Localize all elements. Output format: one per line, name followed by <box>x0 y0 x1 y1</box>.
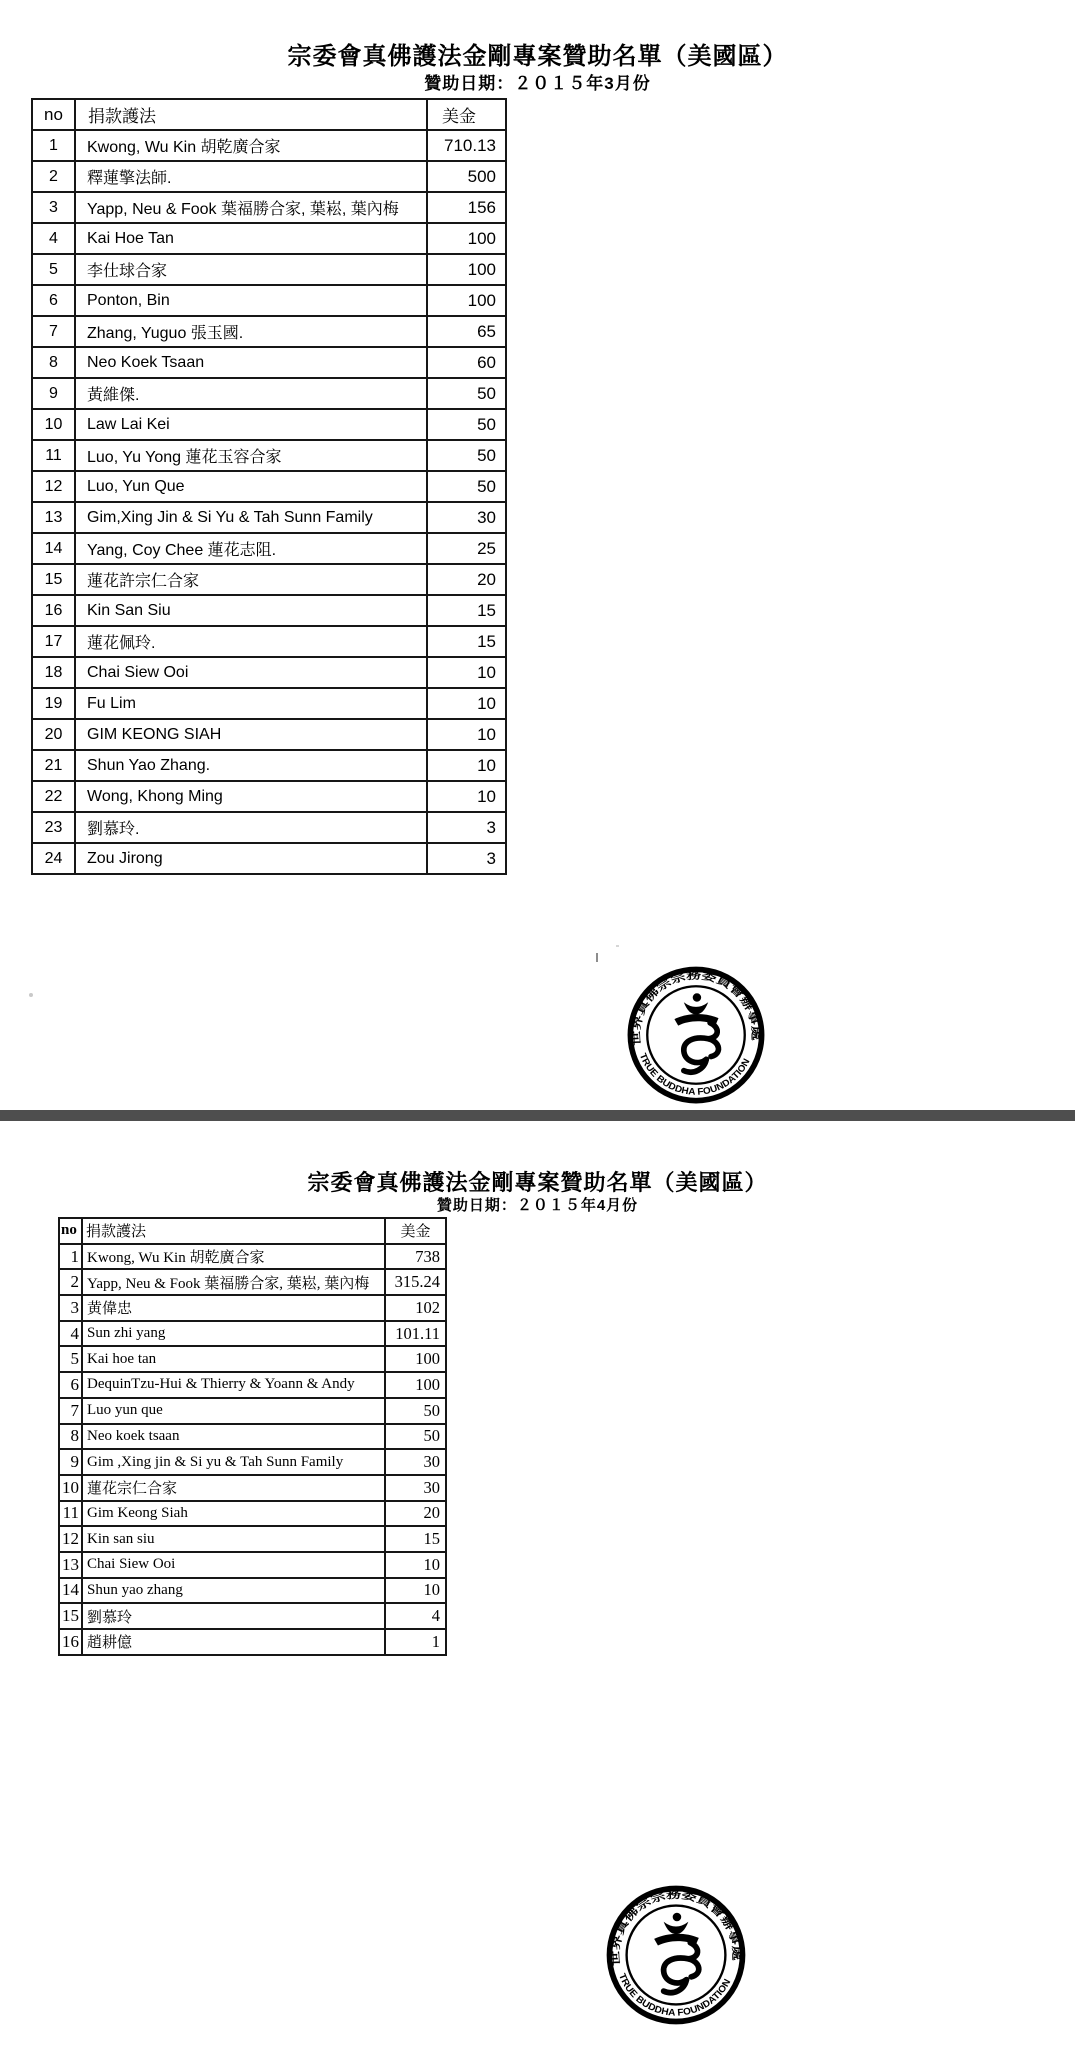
cell-amt: 50 <box>427 440 506 471</box>
cell-no: 11 <box>59 1501 82 1527</box>
table-row <box>32 750 506 781</box>
cell-name: Gim Keong Siah <box>82 1501 385 1527</box>
table-row <box>32 223 506 254</box>
cell-no: 13 <box>32 502 75 533</box>
cell-no: 8 <box>59 1424 82 1450</box>
seed-syllable-icon <box>654 1913 699 1993</box>
cell-amt: 60 <box>427 347 506 378</box>
cell-name: Gim,Xing Jin & Si Yu & Tah Sunn Family <box>75 502 427 533</box>
cell-amt: 10 <box>427 719 506 750</box>
cell-no: 12 <box>59 1526 82 1552</box>
table-row <box>32 440 506 471</box>
table-row <box>59 1526 446 1552</box>
cell-name: Shun yao zhang <box>82 1578 385 1604</box>
cell-no: 24 <box>32 843 75 874</box>
cell-no: 9 <box>59 1449 82 1475</box>
cell-no: 18 <box>32 657 75 688</box>
table-row <box>59 1295 446 1321</box>
cell-no: 22 <box>32 781 75 812</box>
seal-top-text: 世界真佛宗宗務委員會辦事處 <box>630 969 762 1046</box>
table-row <box>32 533 506 564</box>
table-row <box>59 1372 446 1398</box>
cell-name: 釋蓮擎法師. <box>75 161 427 192</box>
table-row <box>59 1603 446 1629</box>
cell-amt: 100 <box>385 1346 446 1372</box>
table-row <box>32 781 506 812</box>
table-row <box>32 347 506 378</box>
cell-no: 16 <box>32 595 75 626</box>
table-row <box>59 1552 446 1578</box>
cell-amt: 100 <box>385 1372 446 1398</box>
cell-name: Gim ,Xing jin & Si yu & Tah Sunn Family <box>82 1449 385 1475</box>
cell-no: 2 <box>59 1269 82 1295</box>
header-amount: 美金 <box>385 1218 446 1244</box>
cell-amt: 10 <box>385 1552 446 1578</box>
table-row <box>32 502 506 533</box>
header-donor: 捐款護法 <box>75 99 427 130</box>
cell-name: 蓮花宗仁合家 <box>82 1475 385 1501</box>
cell-no: 23 <box>32 812 75 843</box>
cell-no: 5 <box>59 1346 82 1372</box>
cell-name: Ponton, Bin <box>75 285 427 316</box>
cell-name: GIM KEONG SIAH <box>75 719 427 750</box>
cell-no: 19 <box>32 688 75 719</box>
cell-amt: 50 <box>427 378 506 409</box>
cell-amt: 20 <box>427 564 506 595</box>
table-row <box>59 1424 446 1450</box>
table-row <box>32 812 506 843</box>
header-donor: 捐款護法 <box>82 1218 385 1244</box>
table-header-row <box>32 99 506 130</box>
cell-no: 13 <box>59 1552 82 1578</box>
cell-amt: 100 <box>427 254 506 285</box>
table-row <box>59 1321 446 1347</box>
cell-no: 4 <box>59 1321 82 1347</box>
table-row <box>59 1629 446 1655</box>
scan-artifact <box>616 945 619 947</box>
cell-name: Luo, Yu Yong 蓮花玉容合家 <box>75 440 427 471</box>
cell-amt: 50 <box>385 1398 446 1424</box>
cell-no: 10 <box>32 409 75 440</box>
cell-amt: 10 <box>427 688 506 719</box>
page1-subtitle: 贊助日期：２０１５年3月份 <box>424 74 651 93</box>
cell-name: 黃維傑. <box>75 378 427 409</box>
cell-name: 劉慕玲. <box>75 812 427 843</box>
true-buddha-foundation-seal-icon <box>600 1879 752 2031</box>
cell-no: 3 <box>32 192 75 223</box>
table-row <box>32 688 506 719</box>
table-body <box>32 130 506 874</box>
cell-amt: 10 <box>427 657 506 688</box>
table-row <box>32 626 506 657</box>
cell-amt: 10 <box>385 1578 446 1604</box>
cell-name: Yang, Coy Chee 蓮花志阻. <box>75 533 427 564</box>
header-no: no <box>32 99 75 130</box>
table-row <box>32 285 506 316</box>
page-separator-bar <box>0 1110 1075 1121</box>
cell-amt: 100 <box>427 285 506 316</box>
cell-name: Shun Yao Zhang. <box>75 750 427 781</box>
table-row <box>32 657 506 688</box>
cell-no: 14 <box>59 1578 82 1604</box>
table-row <box>32 471 506 502</box>
seal-top-text: 世界真佛宗宗務委員會辦事處 <box>609 1889 743 1967</box>
cell-no: 15 <box>32 564 75 595</box>
table-row <box>32 161 506 192</box>
cell-name: Neo Koek Tsaan <box>75 347 427 378</box>
scan-artifact <box>29 993 33 997</box>
donation-table-march <box>31 98 507 875</box>
cell-name: 黄偉忠 <box>82 1295 385 1321</box>
seed-syllable-icon <box>674 993 718 1072</box>
seal-bottom-text: TRUE BUDDHA FOUNDATION <box>637 1051 752 1097</box>
table-body <box>59 1244 446 1655</box>
cell-amt: 20 <box>385 1501 446 1527</box>
cell-no: 1 <box>32 130 75 161</box>
cell-amt: 25 <box>427 533 506 564</box>
cell-amt: 3 <box>427 812 506 843</box>
page1-title: 宗委會真佛護法金剛專案贊助名單（美國區） <box>287 43 788 70</box>
cell-no: 1 <box>59 1244 82 1270</box>
scan-artifact <box>596 953 598 962</box>
cell-name: DequinTzu-Hui & Thierry & Yoann & Andy <box>82 1372 385 1398</box>
cell-amt: 10 <box>427 750 506 781</box>
table-row <box>32 378 506 409</box>
cell-name: Chai Siew Ooi <box>75 657 427 688</box>
cell-name: Law Lai Kei <box>75 409 427 440</box>
cell-name: Neo koek tsaan <box>82 1424 385 1450</box>
true-buddha-foundation-seal-icon <box>621 960 771 1110</box>
cell-no: 11 <box>32 440 75 471</box>
cell-name: Zou Jirong <box>75 843 427 874</box>
cell-amt: 101.11 <box>385 1321 446 1347</box>
table-row <box>32 316 506 347</box>
cell-amt: 710.13 <box>427 130 506 161</box>
cell-no: 14 <box>32 533 75 564</box>
cell-no: 16 <box>59 1629 82 1655</box>
table-row <box>32 130 506 161</box>
cell-amt: 30 <box>385 1475 446 1501</box>
cell-amt: 30 <box>427 502 506 533</box>
header-no: no <box>59 1218 82 1244</box>
cell-amt: 102 <box>385 1295 446 1321</box>
cell-name: 蓮花許宗仁合家 <box>75 564 427 595</box>
cell-name: Wong, Khong Ming <box>75 781 427 812</box>
cell-amt: 3 <box>427 843 506 874</box>
cell-amt: 15 <box>427 626 506 657</box>
cell-no: 3 <box>59 1295 82 1321</box>
table-row <box>59 1398 446 1424</box>
cell-amt: 500 <box>427 161 506 192</box>
cell-name: Yapp, Neu & Fook 葉福勝合家, 葉崧, 葉內梅 <box>82 1269 385 1295</box>
table-row <box>32 254 506 285</box>
cell-amt: 30 <box>385 1449 446 1475</box>
table-row <box>59 1269 446 1295</box>
cell-amt: 15 <box>385 1526 446 1552</box>
cell-name: Sun zhi yang <box>82 1321 385 1347</box>
table-row <box>59 1449 446 1475</box>
table-row <box>32 595 506 626</box>
table-row <box>32 564 506 595</box>
table-row <box>59 1501 446 1527</box>
cell-name: Fu Lim <box>75 688 427 719</box>
cell-name: Kin San Siu <box>75 595 427 626</box>
cell-no: 10 <box>59 1475 82 1501</box>
cell-no: 5 <box>32 254 75 285</box>
cell-name: Kin san siu <box>82 1526 385 1552</box>
cell-name: 李仕球合家 <box>75 254 427 285</box>
cell-no: 4 <box>32 223 75 254</box>
cell-name: Kwong, Wu Kin 胡乾廣合家 <box>82 1244 385 1270</box>
cell-name: 趙耕億 <box>82 1629 385 1655</box>
cell-amt: 65 <box>427 316 506 347</box>
cell-name: Kwong, Wu Kin 胡乾廣合家 <box>75 130 427 161</box>
cell-name: 劉慕玲 <box>82 1603 385 1629</box>
cell-no: 7 <box>32 316 75 347</box>
cell-no: 2 <box>32 161 75 192</box>
cell-amt: 10 <box>427 781 506 812</box>
table-header-row <box>59 1218 446 1244</box>
cell-name: Chai Siew Ooi <box>82 1552 385 1578</box>
cell-amt: 738 <box>385 1244 446 1270</box>
table-row <box>32 192 506 223</box>
table-row <box>59 1244 446 1270</box>
table-row <box>59 1475 446 1501</box>
seal-bottom-text: TRUE BUDDHA FOUNDATION <box>616 1971 734 2019</box>
cell-name: Yapp, Neu & Fook 葉福勝合家, 葉崧, 葉內梅 <box>75 192 427 223</box>
cell-amt: 50 <box>427 471 506 502</box>
table-row <box>59 1578 446 1604</box>
cell-no: 17 <box>32 626 75 657</box>
cell-name: Zhang, Yuguo 張玉國. <box>75 316 427 347</box>
cell-name: 蓮花佩玲. <box>75 626 427 657</box>
cell-name: Luo yun que <box>82 1398 385 1424</box>
header-amount: 美金 <box>427 99 506 130</box>
cell-amt: 100 <box>427 223 506 254</box>
cell-no: 7 <box>59 1398 82 1424</box>
cell-amt: 1 <box>385 1629 446 1655</box>
page2-title: 宗委會真佛護法金剛專案贊助名單（美國區） <box>307 1170 768 1195</box>
cell-amt: 156 <box>427 192 506 223</box>
table-row <box>32 719 506 750</box>
donation-table-april <box>58 1217 447 1656</box>
table-row <box>32 843 506 874</box>
cell-name: Luo, Yun Que <box>75 471 427 502</box>
cell-amt: 50 <box>385 1424 446 1450</box>
cell-name: Kai Hoe Tan <box>75 223 427 254</box>
cell-amt: 15 <box>427 595 506 626</box>
cell-name: Kai hoe tan <box>82 1346 385 1372</box>
cell-no: 6 <box>32 285 75 316</box>
cell-no: 9 <box>32 378 75 409</box>
cell-no: 12 <box>32 471 75 502</box>
cell-no: 15 <box>59 1603 82 1629</box>
cell-no: 6 <box>59 1372 82 1398</box>
cell-no: 21 <box>32 750 75 781</box>
table-row <box>32 409 506 440</box>
cell-no: 8 <box>32 347 75 378</box>
table-row <box>59 1346 446 1372</box>
cell-no: 20 <box>32 719 75 750</box>
cell-amt: 50 <box>427 409 506 440</box>
cell-amt: 315.24 <box>385 1269 446 1295</box>
page2-subtitle: 贊助日期：２０１５年4月份 <box>436 1197 639 1214</box>
cell-amt: 4 <box>385 1603 446 1629</box>
